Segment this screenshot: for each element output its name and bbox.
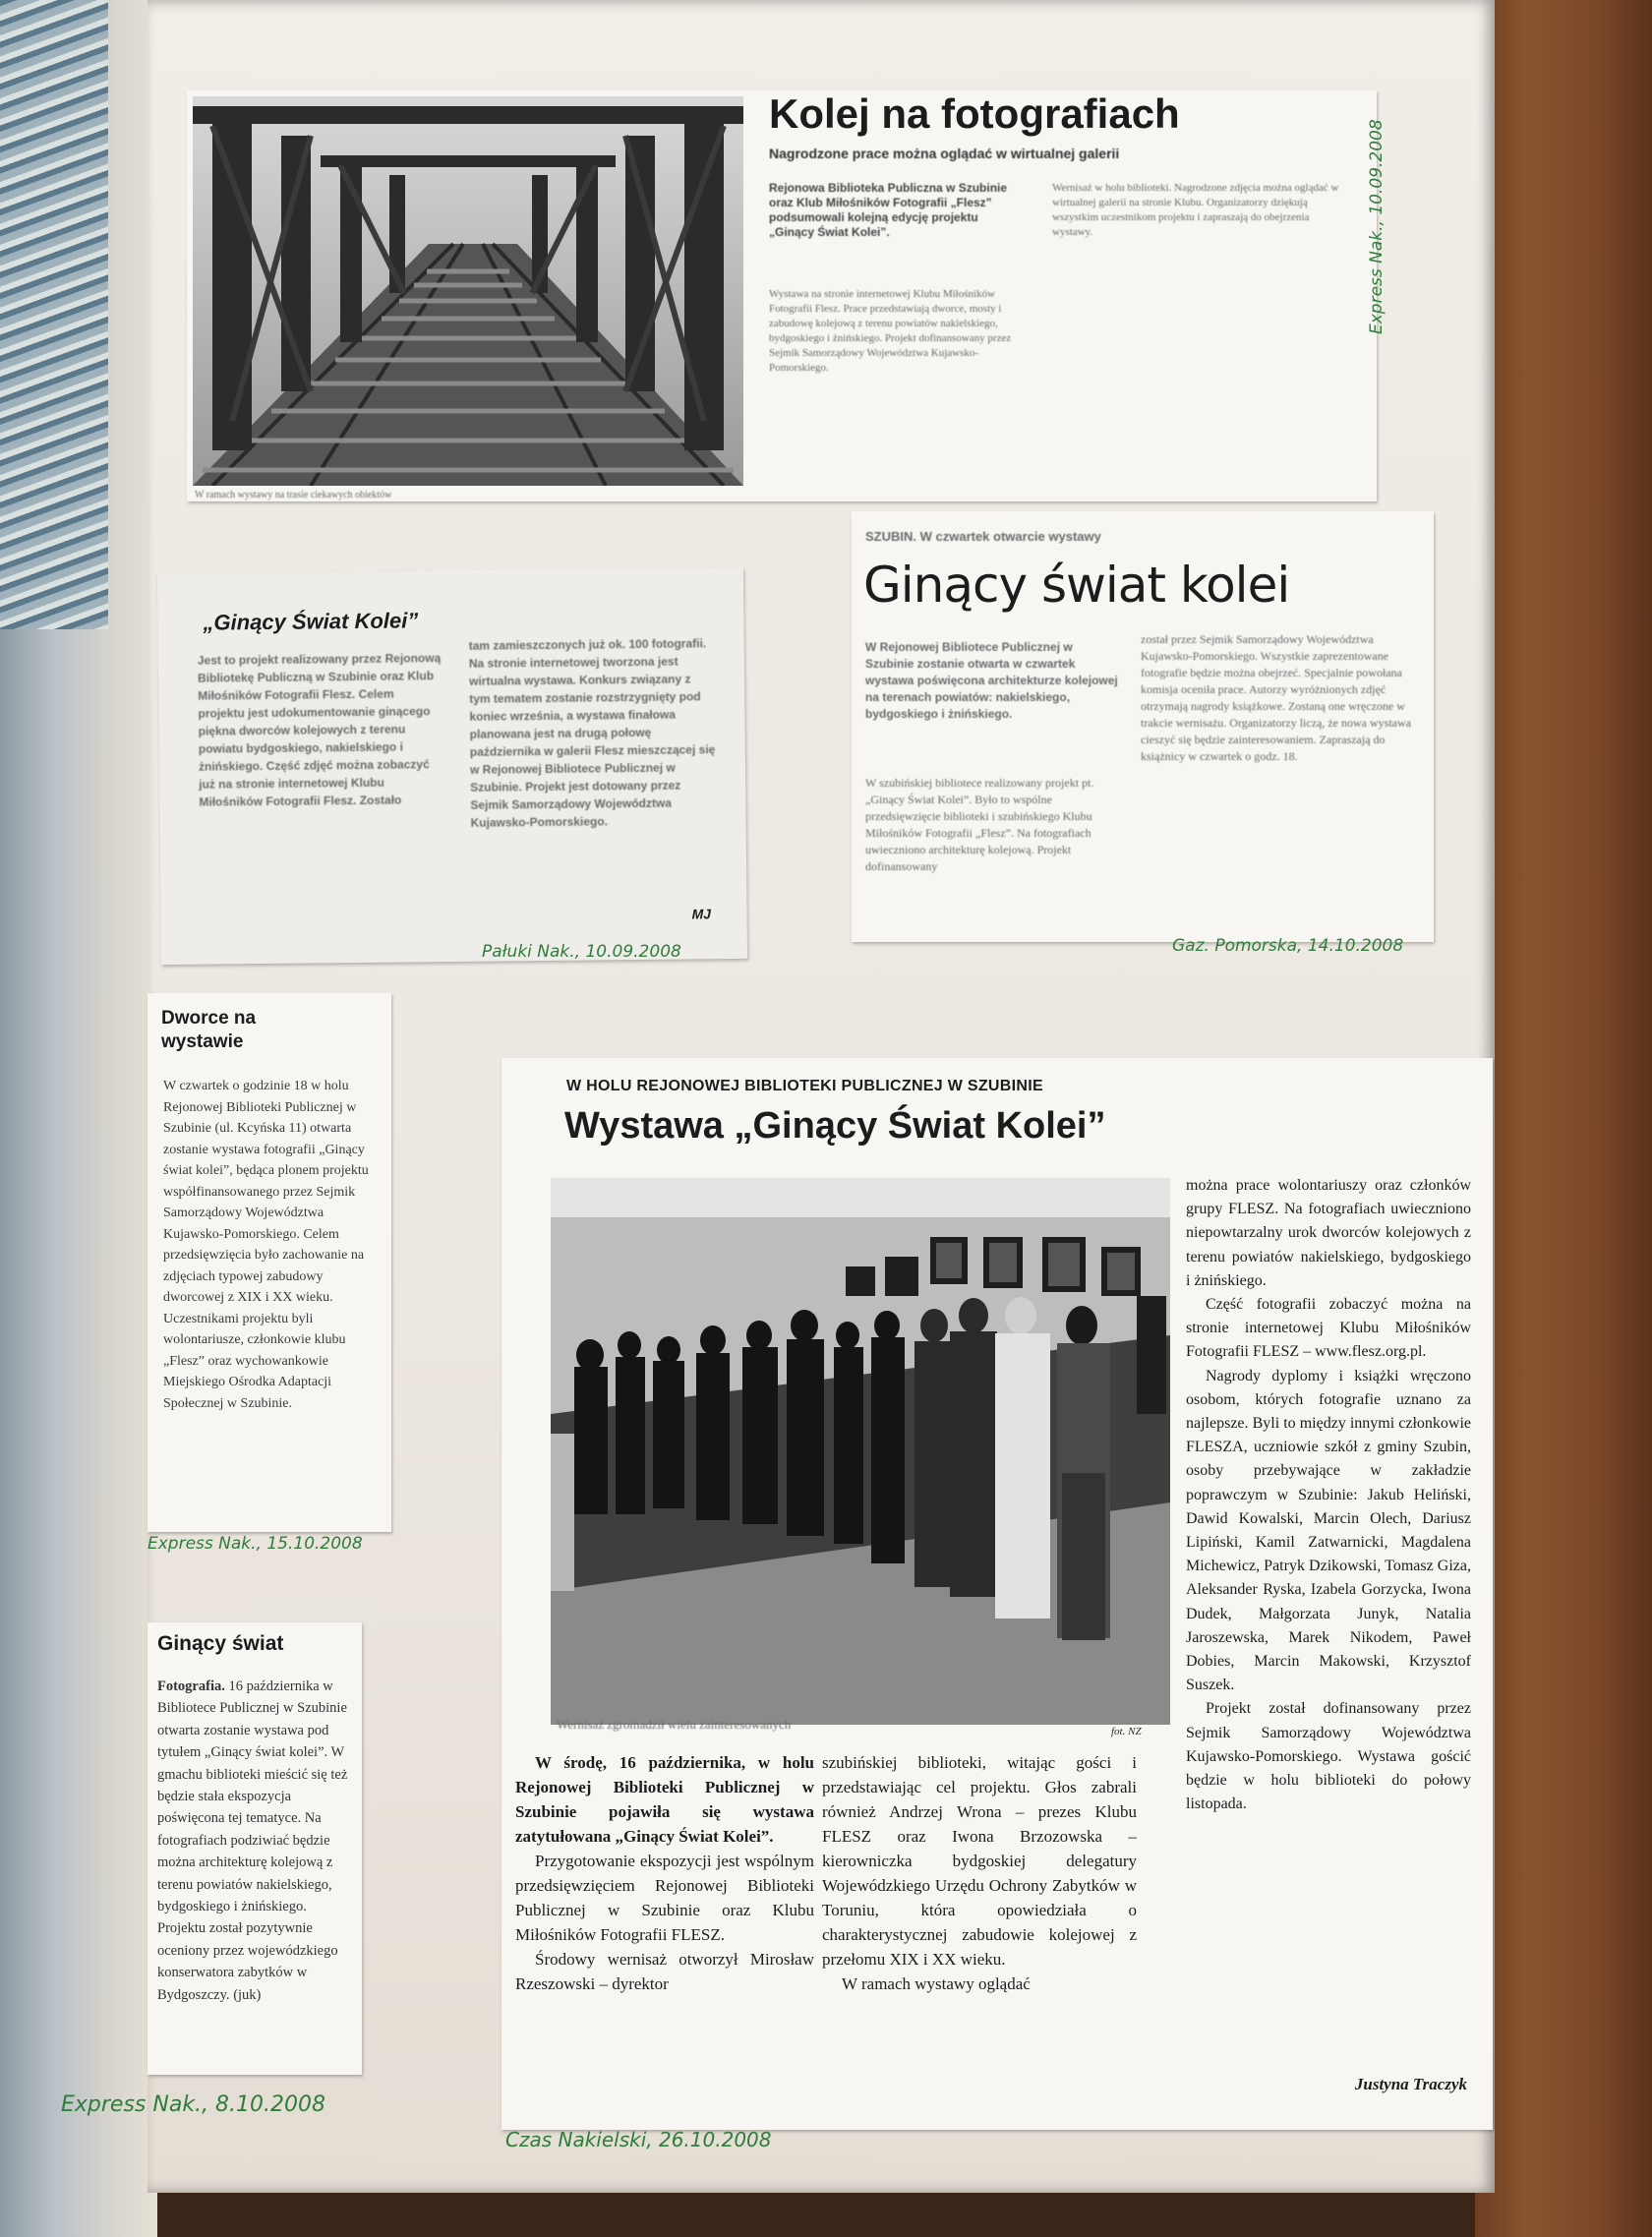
article-title: Wystawa „Ginący Świat Kolei” (564, 1105, 1106, 1147)
article-title: Ginący świat (157, 1632, 284, 1655)
article-title: „Ginący Świat Kolei” (203, 608, 419, 635)
article-body-wrapper (157, 1676, 354, 2006)
article-title: Dworce na wystawie (161, 1008, 257, 1052)
author-signature: MJ (691, 906, 712, 922)
clipping-ginacy-swiat-kolei (852, 511, 1434, 942)
article-column-3 (1186, 1174, 1471, 1816)
handwritten-source-note: Pałuki Nak., 10.09.2008 (482, 942, 681, 962)
article-paragraph: można prace wolontariuszy oraz członków grupy FLESZ. Na fotografiach uwieczniono niepowtarzalny urok dworców kolejowych z terenu powiatów nakielskiego, bydgoskiego i żnińskiego. (1186, 1177, 1471, 1289)
handwritten-source-note: Czas Nakielski, 26.10.2008 (505, 2128, 772, 2151)
article-title: Kolej na fotografiach (769, 90, 1180, 137)
wooden-desk (1475, 0, 1652, 2237)
article-body-lead: Fotografia. (157, 1678, 225, 1694)
handwritten-source-note: Express Nak., 8.10.2008 (61, 2092, 326, 2117)
album-page (61, 0, 1495, 2193)
article-column-2: Wystawa na stronie internetowej Klubu Miłośników Fotografii Flesz. Prace przedstawiają dworce, mosty i zabudowę kolejową z terenu powiatów nakielskiego, bydgoskiego i żnińskiego. Projekt dofinansowany przez Sejmik Samorządowy Województwa Kujawsko-Pomorskiego. (769, 288, 1012, 374)
clipping-kolej-na-fotografiach (187, 90, 1377, 501)
clipping-wystawa-ginacy-swiat-kolei (502, 1058, 1493, 2130)
article-column-3: Wernisaż w holu biblioteki. Nagrodzone zdjęcia można oglądać w wirtualnej galerii na stronie Klubu. Organizatorzy dziękują wszystkim uczestnikom projektu i zapraszają do obejrzenia wystawy. (1052, 182, 1339, 238)
article-column-1 (515, 1750, 814, 1996)
article-lead: W Rejonowej Bibliotece Publicznej w Szubinie zostanie otwarta w czwartek wystawa poświęcona architekturze kolejowej na terenach powiatów: nakielskiego, bydgoskiego i żnińskiego. (865, 640, 1118, 721)
facing-page (0, 0, 157, 2237)
article-body: W czwartek o godzinie 18 w holu Rejonowej Biblioteki Publicznej w Szubinie (ul. Kcyńska 11) otwarta zostanie wystawa fotografii „Ginący świat kolei”, będąca plonem projektu współfinansowanego przez Sejmik Samorządowy Województwa Kujawsko-Pomorskiego. Celem przedsięwzięcia było zachowanie na zdjęciach typowej zabudowy dworcowej z XIX i XX wieku. Uczestnikami projektu byli wolontariusze, członkowie klubu „Flesz” oraz wychowankowie Miejskiego Ośrodka Adaptacji Społecznej w Szubinie. (163, 1079, 369, 1411)
bridge-photo (193, 96, 743, 486)
article-body: 16 października w Bibliotece Publicznej w Szubinie otwarta zostanie wystawa pod tytułem „Ginący świat kolei”. W gmachu biblioteki mieścić się też będzie stała ekspozycja poświęcona tej tematyce. Na fotografiach podziwiać będzie można architekturę kolejową z terenu powiatów nakielskiego, bydgoskiego i żnińskiego. Projektu został pozytywnie oceniony przez wojewódzkiego konserwatora zabytków w Bydgoszczy. (157, 1678, 348, 2003)
article-kicker: SZUBIN. W czwartek otwarcie wystawy (865, 529, 1101, 544)
article-paragraph: Przygotowanie ekspozycji jest wspólnym przedsięwzięciem Rejonowej Biblioteki Publicznej w Szubinie oraz Klubu Miłośników Fotografii FLESZ. (515, 1852, 814, 1944)
article-paragraph: Środowy wernisaż otworzył Mirosław Rzeszowski – dyrektor (515, 1950, 814, 1993)
handwritten-source-note: Express Nak., 10.09.2008 (1367, 119, 1386, 334)
article-paragraph: Część fotografii zobaczyć można na stronie internetowej Klubu Miłośników Fotografii FLESZ – www.flesz.org.pl. (1186, 1296, 1471, 1361)
photo-credit: fot. NZ (1111, 1726, 1142, 1737)
article-paragraph: Projekt został dofinansowany przez Sejmik Samorządowy Województwa Kujawsko-Pomorskiego. Wystawa gościć będzie w holu biblioteki do połowy listopada. (1186, 1700, 1471, 1813)
clipping-ginacy-swiat-kolei-quoted (157, 567, 747, 965)
article-column-1: W szubińskiej bibliotece realizowany projekt pt. „Ginący Świat Kolei”. Było to wspólne przedsięwzięcie biblioteki i szubińskiego Klubu Miłośników Fotografii „Flesz”. Na fotografiach uwieczniono architekturę kolejową. Projekt dofinansowany (865, 776, 1094, 873)
article-paragraph: W ramach wystawy oglądać (842, 1974, 1031, 1993)
article-column-2: tam zamieszczonych już ok. 100 fotografii. Na stronie internetowej tworzona jest wirtualna wystawa. Konkurs związany z tym tematem zostanie rozstrzygnięty pod koniec września, a wystawa finałowa planowana jest na drugą połowę października w galerii Flesz mieszczącej się w Rejonowej Bibliotece Publicznej w Szubinie. Projekt jest dotowany przez Sejmik Samorządowy Województwa Kujawsko-Pomorskiego. (468, 636, 716, 830)
facing-page-print (0, 0, 108, 629)
article-subtitle: Nagrodzone prace można oglądać w wirtualnej galerii (769, 146, 1120, 161)
article-paragraph: szubińskiej biblioteki, witając gości i przedstawiając cel projektu. Głos zabrali również Andrzej Wrona – prezes Klubu FLESZ oraz Iwona Brzozowska – kierowniczka bydgoskiej delegatury Wojewódzkiego Urzędu Ochrony Zabytków w Toruniu, która opowiedziała o charakterystycznej zabudowie kolejowej z przełomu XIX i XX wieku. (822, 1753, 1137, 1969)
article-column-1: Jest to projekt realizowany przez Rejonową Bibliotekę Publiczną w Szubinie oraz Klub Miłośników Fotografii Flesz. Celem projektu jest udokumentowanie ginącego piękna dworców kolejowych z terenu powiatu bydgoskiego, nakielskiego i żnińskiego. Część zdjęć można zobaczyć już na stronie internetowej Klubu Miłośników Fotografii Flesz. Zostało (197, 651, 442, 809)
article-column-2: został przez Sejmik Samorządowy Województwa Kujawsko-Pomorskiego. Wszystkie zaprezentowane fotografie będzie można obejrzeć. Specjalnie powołana komisja oceniła prace. Autorzy wyróżnionych zdjęć otrzymają nagrody książkowe. Zostaną one wręczone w trakcie wernisażu. Organizatorzy liczą, że nowa wystawa cieszyć się będzie zainteresowaniem. Zapraszają do książnicy w czwartek o godz. 18. (1141, 632, 1411, 763)
author-signature: Justyna Traczyk (1354, 2075, 1467, 2093)
photo-caption: W ramach wystawy na trasie ciekawych obiektów (195, 490, 392, 500)
article-kicker: W HOLU REJONOWEJ BIBLIOTEKI PUBLICZNEJ W SZUBINIE (566, 1078, 1043, 1094)
article-title: Ginący świat kolei (863, 557, 1290, 614)
photo-caption: Wernisaż zgromadził wielu zainteresowanych (557, 1717, 792, 1732)
clipping-ginacy-swiat (148, 1622, 362, 2075)
handwritten-source-note: Express Nak., 15.10.2008 (148, 1534, 363, 1554)
article-paragraph: Nagrody dyplomy i książki wręczono osobom, których fotografie uznano za najlepsze. Byli to między innymi członkowie FLESZA, uczniowie szkół z gminy Szubin, osoby przebywające w zakładzie poprawczym w Szubinie: Jakub Heliński, Dawid Kowalski, Marcin Olech, Dariusz Lipiński, Kamil Zatwarnicki, Magdalena Michewicz, Patryk Dzikowski, Tomasz Giza, Aleksander Ryska, Izabela Gorzycka, Iwona Dudek, Małgorzata Junyk, Natalia Jaroszewska, Marek Nikodem, Paweł Dobies, Marcin Makowski, Krzysztof Suszek. (1186, 1367, 1471, 1694)
author-signature: (juk) (233, 1986, 262, 2003)
article-lead: Rejonowa Biblioteka Publiczna w Szubinie oraz Klub Miłośników Fotografii „Flesz” podsumowali kolejną edycję projektu „Ginący Świat Kolei”. (769, 181, 1008, 239)
article-column-2 (822, 1750, 1137, 1996)
handwritten-source-note: Gaz. Pomorska, 14.10.2008 (1172, 936, 1404, 956)
article-lead: W środę, 16 października, w holu Rejonowej Biblioteki Publicznej w Szubinie pojawiła się wystawa zatytułowana „Ginący Świat Kolei”. (515, 1753, 814, 1846)
clipping-dworce-na-wystawie (148, 993, 391, 1532)
vernissage-photo (551, 1178, 1170, 1725)
